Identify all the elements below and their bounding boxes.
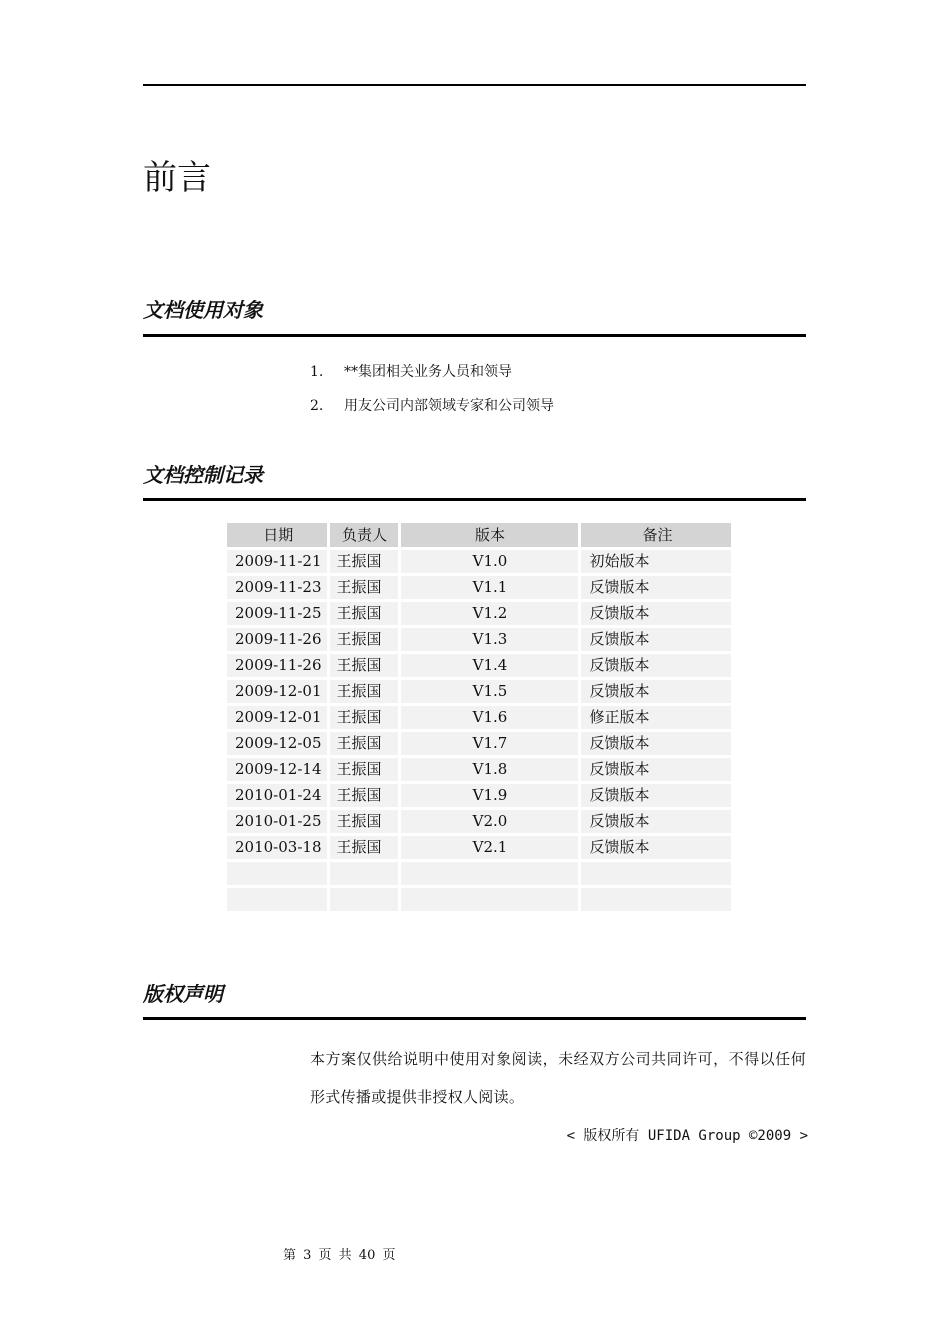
cell-version: V1.9 [401,784,578,807]
control-record-table [224,520,734,914]
copyright-owner: < 版权所有 UFIDA Group ©2009 > [566,1128,808,1144]
cell-date: 2009-12-01 [227,706,327,729]
table-row [227,836,731,859]
audience-item-number: 1. [310,364,324,380]
cell-version: V1.4 [401,654,578,677]
cell-version [401,888,578,911]
cell-owner: 王振国 [330,576,398,599]
cell-date: 2010-01-25 [227,810,327,833]
table-row [227,576,731,599]
cell-owner [330,862,398,885]
cell-owner [330,888,398,911]
cell-owner: 王振国 [330,654,398,677]
page-footer: 第 3 页 共 40 页 [283,1248,396,1263]
cell-note: 反馈版本 [581,628,731,651]
header-version: 版本 [401,523,578,547]
cell-owner: 王振国 [330,732,398,755]
cell-note: 反馈版本 [581,836,731,859]
cell-owner: 王振国 [330,810,398,833]
copyright-text: 本方案仅供给说明中使用对象阅读，未经双方公司共同许可，不得以任何形式传播或提供非授权人阅读。 [310,1050,806,1106]
table-row [227,758,731,781]
header-owner: 负责人 [330,523,398,547]
table-row [227,732,731,755]
cell-version: V1.3 [401,628,578,651]
table-row [227,888,731,911]
table-row [227,602,731,625]
header-date: 日期 [227,523,327,547]
audience-item-text: **集团相关业务人员和领导 [344,364,512,380]
section-title-control: 文档控制记录 [143,463,263,487]
table-row [227,706,731,729]
cell-date: 2009-11-26 [227,654,327,677]
cell-date: 2009-12-14 [227,758,327,781]
cell-date: 2009-11-25 [227,602,327,625]
cell-version: V1.1 [401,576,578,599]
cell-note: 反馈版本 [581,810,731,833]
cell-date: 2010-01-24 [227,784,327,807]
cell-version [401,862,578,885]
audience-item-text: 用友公司内部领域专家和公司领导 [344,398,554,414]
table-row [227,654,731,677]
table-row [227,810,731,833]
table-row [227,784,731,807]
cell-note: 反馈版本 [581,732,731,755]
cell-owner: 王振国 [330,602,398,625]
cell-note: 反馈版本 [581,784,731,807]
section-rule-copyright [143,1017,806,1020]
cell-version: V1.6 [401,706,578,729]
cell-version: V2.1 [401,836,578,859]
cell-note [581,888,731,911]
cell-date: 2010-03-18 [227,836,327,859]
cell-date [227,862,327,885]
audience-item-number: 2. [310,398,324,414]
cell-note: 初始版本 [581,550,731,573]
cell-owner: 王振国 [330,784,398,807]
section-title-audience: 文档使用对象 [143,298,263,322]
cell-version: V1.5 [401,680,578,703]
audience-item [310,362,512,382]
cell-owner: 王振国 [330,706,398,729]
cell-owner: 王振国 [330,680,398,703]
cell-note: 反馈版本 [581,576,731,599]
table-row [227,862,731,885]
table-row [227,550,731,573]
cell-date [227,888,327,911]
cell-date: 2009-11-21 [227,550,327,573]
header-rule [143,84,806,86]
cell-version: V1.2 [401,602,578,625]
cell-owner: 王振国 [330,550,398,573]
cell-note: 修正版本 [581,706,731,729]
cell-date: 2009-11-23 [227,576,327,599]
cell-note: 反馈版本 [581,654,731,677]
cell-owner: 王振国 [330,628,398,651]
section-title-copyright: 版权声明 [143,982,223,1006]
cell-note [581,862,731,885]
cell-date: 2009-12-01 [227,680,327,703]
cell-version: V1.7 [401,732,578,755]
page-title: 前言 [143,158,211,198]
table-row [227,680,731,703]
cell-note: 反馈版本 [581,758,731,781]
cell-version: V2.0 [401,810,578,833]
audience-item [310,396,554,416]
cell-owner: 王振国 [330,836,398,859]
cell-version: V1.8 [401,758,578,781]
table-header-row [227,523,731,547]
section-rule-control [143,498,806,501]
cell-date: 2009-12-05 [227,732,327,755]
cell-note: 反馈版本 [581,602,731,625]
cell-owner: 王振国 [330,758,398,781]
table-row [227,628,731,651]
section-rule-audience [143,334,806,337]
cell-date: 2009-11-26 [227,628,327,651]
cell-note: 反馈版本 [581,680,731,703]
header-note: 备注 [581,523,731,547]
cell-version: V1.0 [401,550,578,573]
